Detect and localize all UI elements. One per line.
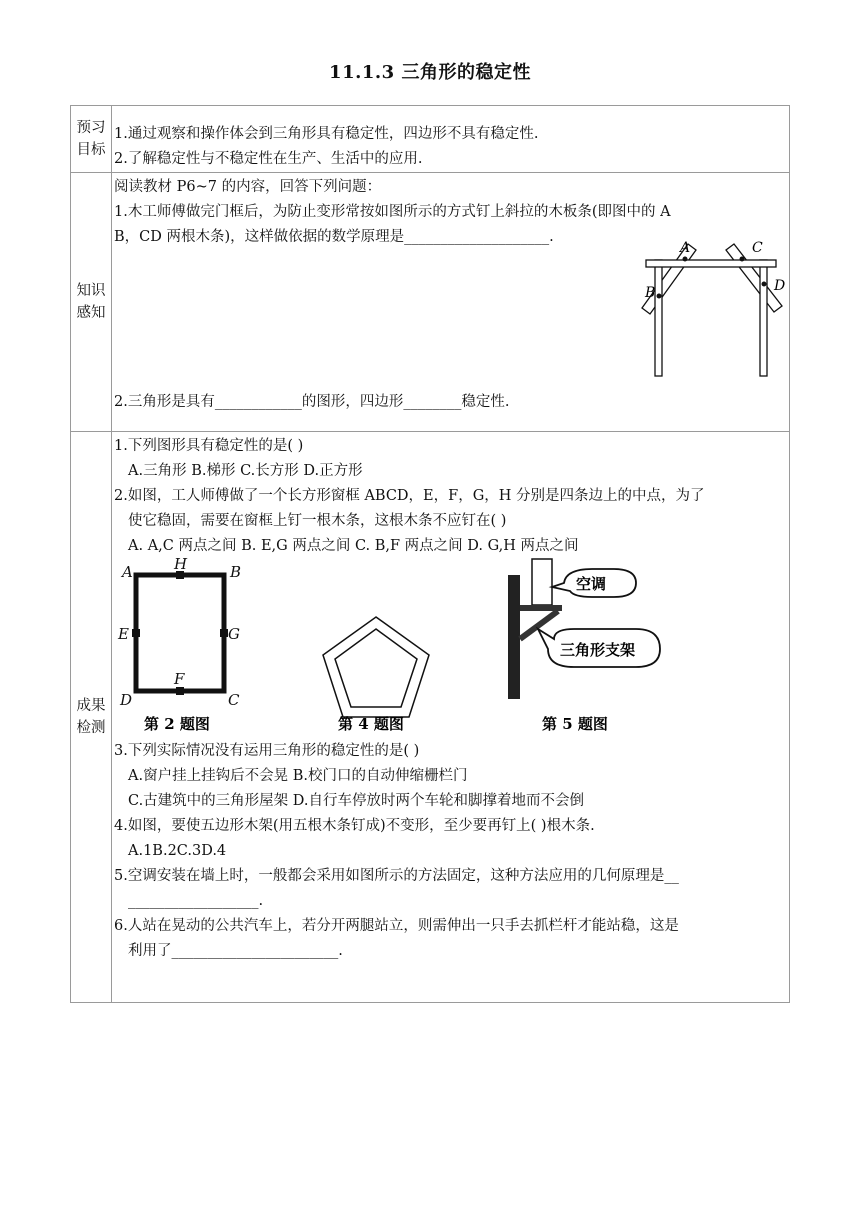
check-q4-options: A.1B.2C.3D.4	[128, 843, 227, 859]
check-q2-line1: 2.如图，工人师傅做了一个长方形窗框 ABCD，E，F，G，H 分别是四条边上的中点，为了	[114, 488, 705, 504]
fig5-caption: 第 5 题图	[542, 715, 608, 733]
door-frame-figure	[114, 240, 787, 390]
check-content	[112, 432, 790, 1003]
fig2-label-e: E	[118, 625, 129, 643]
check-q5-line1: 5.空调安装在墙上时，一般都会采用如图所示的方法固定，这种方法应用的几何原理是__	[114, 868, 679, 884]
figures-row	[114, 555, 787, 739]
fig2-label-b: B	[230, 563, 242, 581]
knowledge-intro: 阅读教材 P6~7 的内容，回答下列问题：	[114, 179, 382, 195]
fig5-bubble-ac: 空调	[576, 575, 607, 593]
frame-label-c: C	[752, 240, 763, 256]
check-q2-line2: 使它稳固，需要在窗框上钉一根木条，这根木条不应钉在( )	[128, 513, 507, 529]
knowledge-label-line1: 知识	[76, 283, 106, 299]
check-label	[71, 432, 112, 1003]
fig4-pentagon-frame	[323, 617, 429, 733]
goals-label-line1: 预习	[76, 120, 106, 136]
fig2-label-f: F	[174, 670, 185, 688]
fig2-caption: 第 2 题图	[144, 715, 210, 733]
check-q5-line2: __________________.	[128, 893, 264, 909]
fig4-caption: 第 4 题图	[338, 715, 404, 733]
frame-label-a: A	[680, 240, 691, 256]
knowledge-q2: 2.三角形是具有____________的图形，四边形________稳定性.	[114, 394, 510, 410]
check-label-line1: 成果	[76, 698, 106, 714]
check-q4: 4.如图，要使五边形木架(用五根木条钉成)不变形，至少要再钉上( )根木条.	[114, 818, 595, 834]
knowledge-row	[71, 173, 790, 432]
page-title: 11.1.3 三角形的稳定性	[329, 62, 531, 83]
fig2-label-c: C	[228, 691, 240, 709]
fig2-label-d: D	[120, 691, 133, 709]
fig5-bubble-bracket: 三角形支架	[560, 641, 636, 659]
check-q3: 3.下列实际情况没有运用三角形的稳定性的是( )	[114, 743, 420, 759]
fig5-ac-bracket	[508, 559, 660, 733]
goal-item-1: 1.通过观察和操作体会到三角形具有稳定性，四边形不具有稳定性.	[114, 126, 539, 142]
fig2-label-a: A	[122, 563, 133, 581]
knowledge-q1-line2: B，CD 两根木条)，这样做依据的数学原理是____________________.	[114, 229, 554, 245]
fig2-label-h: H	[174, 555, 188, 573]
knowledge-content	[112, 173, 790, 432]
door-frame-svg	[114, 240, 790, 390]
check-q1-options: A.三角形 B.梯形 C.长方形 D.正方形	[128, 463, 363, 479]
check-q6-line2: 利用了_______________________.	[128, 943, 343, 959]
goals-label	[71, 106, 112, 173]
check-q1: 1.下列图形具有稳定性的是( )	[114, 438, 304, 454]
goals-label-line2: 目标	[76, 142, 106, 158]
goals-row	[71, 106, 790, 173]
check-q6-line1: 6.人站在晃动的公共汽车上，若分开两腿站立，则需伸出一只手去抓栏杆才能站稳，这是	[114, 918, 679, 934]
worksheet-table	[70, 105, 790, 1003]
check-q3-option-2: C.古建筑中的三角形屋架 D.自行车停放时两个车轮和脚撑着地而不会倒	[128, 793, 585, 809]
goal-item-2: 2.了解稳定性与不稳定性在生产、生活中的应用.	[114, 151, 423, 167]
check-q3-option-1: A.窗户挂上挂钩后不会晃 B.校门口的自动伸缩栅栏门	[128, 768, 468, 784]
check-row	[71, 432, 790, 1003]
fig2-window-frame	[117, 555, 241, 733]
knowledge-label-line2: 感知	[76, 305, 106, 321]
figures-svg	[114, 555, 790, 739]
fig2-label-g: G	[228, 625, 240, 643]
frame-label-d: D	[774, 278, 786, 294]
check-q2-options: A. A,C 两点之间 B. E,G 两点之间 C. B,F 两点之间 D. G,H 两点之间	[128, 538, 579, 554]
knowledge-q1-line1: 1.木工师傅做完门框后，为防止变形常按如图所示的方式钉上斜拉的木板条(即图中的 A	[114, 204, 671, 220]
check-label-line2: 检测	[76, 720, 106, 736]
knowledge-label	[71, 173, 112, 432]
frame-label-b: B	[645, 285, 656, 301]
goals-content	[112, 106, 790, 173]
